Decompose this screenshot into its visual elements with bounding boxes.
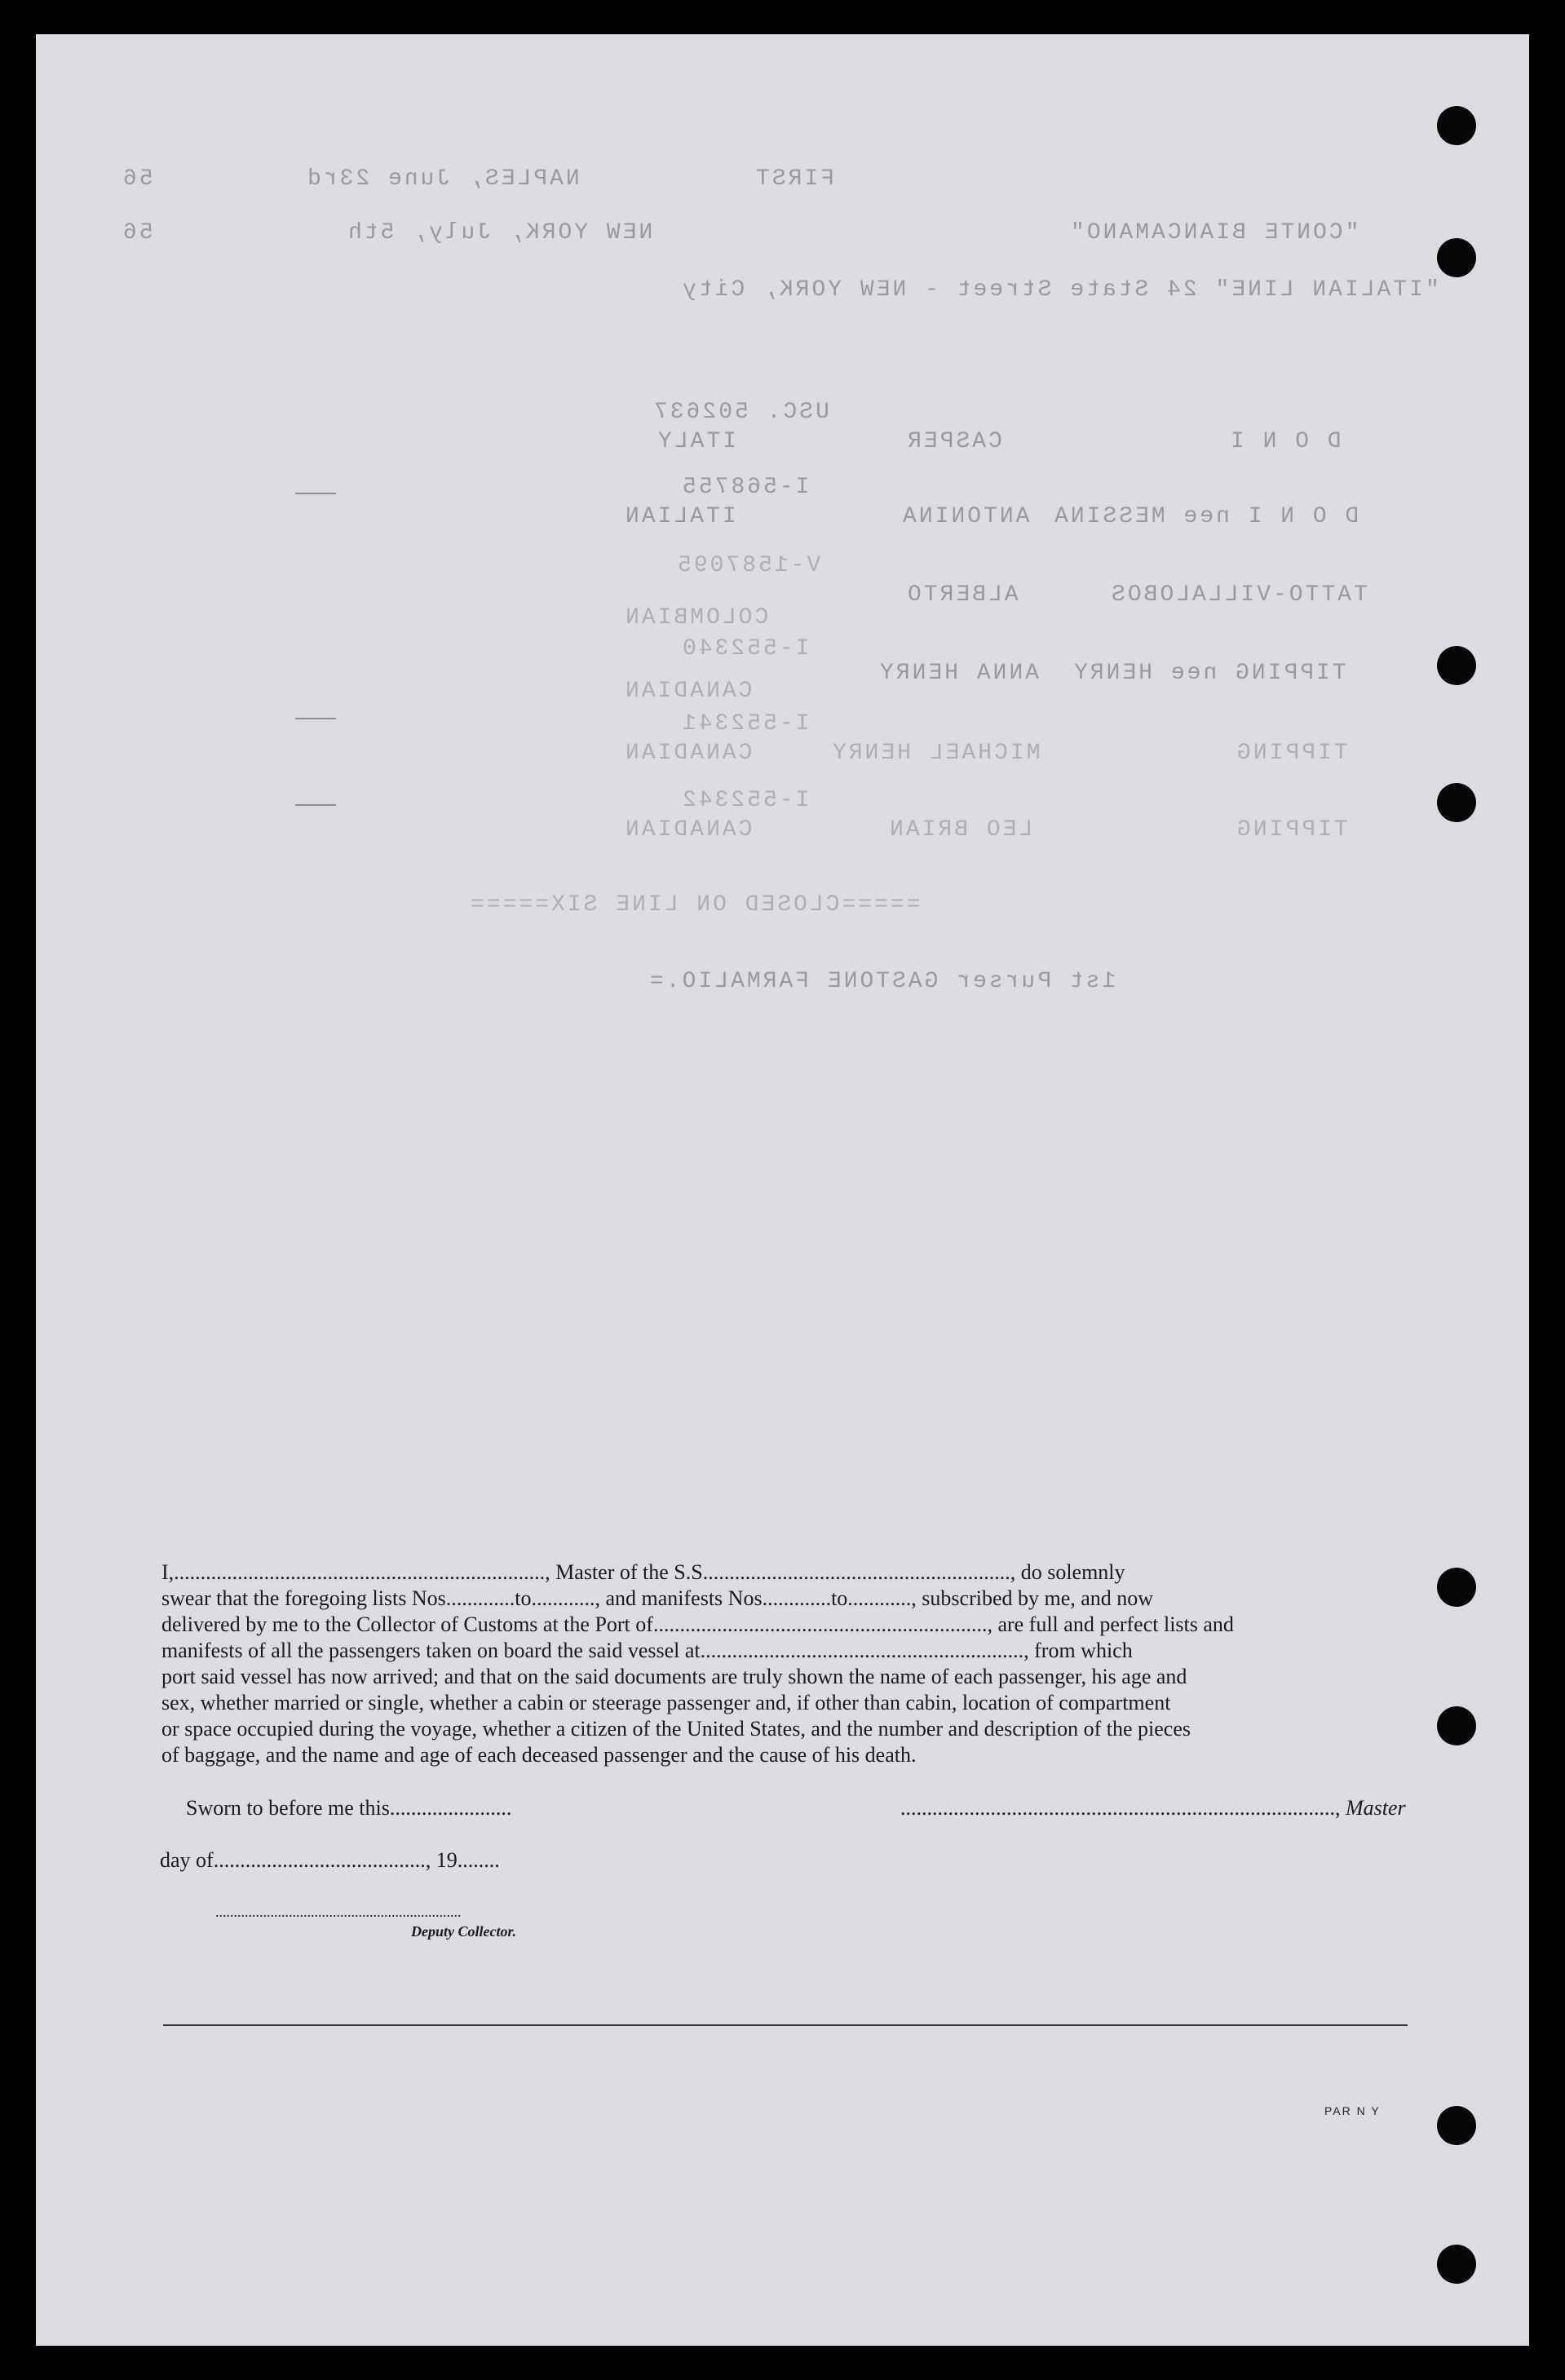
ghost-row-given: LEO BRIAN	[887, 817, 1033, 843]
day-of-line: day of........................................, 19........	[160, 1848, 500, 1872]
ghost-row-given: MICHAEL HENRY	[830, 741, 1041, 766]
ghost-closed: =====CLOSED ON LINE SIX=====	[468, 892, 921, 918]
declaration-line: I,......................................................................, Master of the S.S.........................................................., do solemnly	[161, 1560, 1125, 1584]
punch-hole	[1437, 2245, 1476, 2284]
punch-hole	[1437, 783, 1476, 822]
ghost-row-surname: D O N I	[1228, 429, 1342, 454]
printer-mark: PAR N Y	[1324, 2104, 1381, 2117]
ghost-row-given: ALBERTO	[905, 582, 1019, 608]
punch-hole	[1437, 238, 1476, 277]
master-dots: ..................................................................................,	[900, 1796, 1341, 1820]
ghost-arrival: NEW YORK, July, 5th	[346, 220, 653, 246]
ghost-row-doc: USC. 502637	[652, 400, 829, 425]
ghost-arrival-year: 56	[121, 220, 153, 246]
ghost-row-surname: TIPPING	[1235, 741, 1348, 766]
ghost-row-given: ANNA HENRY	[878, 661, 1040, 686]
ghost-row-given: CASPER	[905, 429, 1002, 454]
declaration-line: of baggage, and the name and age of each deceased passenger and the cause of his death.	[161, 1743, 917, 1767]
ghost-ship: "CONTE BIANCAMANO"	[1068, 220, 1359, 246]
ghost-row-doc: V-1587095	[675, 553, 821, 578]
declaration-line: or space occupied during the voyage, whether a citizen of the United States, and the number and description of the pieces	[161, 1717, 1191, 1741]
ghost-row-doc: I-568755	[680, 475, 810, 500]
master-signature-line	[900, 1796, 1406, 1820]
ghost-departure-year: 56	[121, 166, 153, 192]
ghost-departure: NAPLES, June 23rd	[305, 166, 580, 192]
declaration-line: port said vessel has now arrived; and that on the said documents are truly shown the name of each passenger, his age and	[161, 1665, 1187, 1688]
sworn-line: Sworn to before me this.......................	[186, 1796, 512, 1820]
manifest-page	[36, 34, 1529, 2346]
declaration-line: delivered by me to the Collector of Customs at the Port of..............................................................., are full and perfect lists and	[161, 1612, 1234, 1636]
collector-signature-line: ...................................................................	[215, 1904, 462, 1920]
blank-dash	[295, 718, 336, 719]
ghost-row-citizenship: COLOMBIAN	[623, 605, 769, 630]
ghost-row-surname: D O N I nee MESSINA	[1052, 504, 1359, 529]
ghost-row-citizenship: CANADIAN	[623, 679, 753, 704]
blank-dash	[295, 493, 336, 494]
ghost-row-doc: I-552341	[680, 711, 810, 737]
punch-hole	[1437, 646, 1476, 685]
declaration-line: sex, whether married or single, whether a cabin or steerage passenger and, if other than cabin, location of compartment	[161, 1691, 1171, 1714]
collector-label: Deputy Collector.	[411, 1923, 516, 1940]
ghost-row-citizenship: CANADIAN	[623, 741, 753, 766]
punch-hole	[1437, 2106, 1476, 2145]
ghost-class: FIRST	[754, 166, 835, 192]
ghost-row-surname: TATTO-VILLALOBOS	[1109, 582, 1368, 608]
ghost-row-doc: I-552340	[680, 636, 810, 661]
punch-hole	[1437, 1568, 1476, 1607]
ghost-row-citizenship: ITALY	[656, 429, 737, 454]
blank-dash	[295, 804, 336, 806]
ghost-row-doc: I-552342	[680, 788, 810, 813]
declaration-line: swear that the foregoing lists Nos.............to............, and manifests Nos.............to............, subscribed by me, and now	[161, 1586, 1154, 1610]
ghost-row-surname: TIPPING nee HENRY	[1072, 661, 1346, 686]
bottom-rule	[163, 2024, 1408, 2026]
ghost-purser: 1st Purser GASTONE FARMALIO.=	[648, 969, 1116, 994]
ghost-row-given: ANTONINA	[900, 504, 1030, 529]
master-label: Master	[1346, 1796, 1406, 1820]
oath-declaration	[161, 1559, 1406, 1768]
punch-hole	[1437, 1706, 1476, 1745]
ghost-line: "ITALIAN LINE" 24 State Street - NEW YORK, City	[680, 277, 1439, 303]
punch-hole	[1437, 106, 1476, 145]
declaration-line: manifests of all the passengers taken on board the said vessel at............................................................., from which	[161, 1639, 1133, 1662]
ghost-row-citizenship: ITALIAN	[623, 504, 736, 529]
ghost-row-surname: TIPPING	[1235, 817, 1348, 843]
ghost-row-citizenship: CANADIAN	[623, 817, 753, 843]
